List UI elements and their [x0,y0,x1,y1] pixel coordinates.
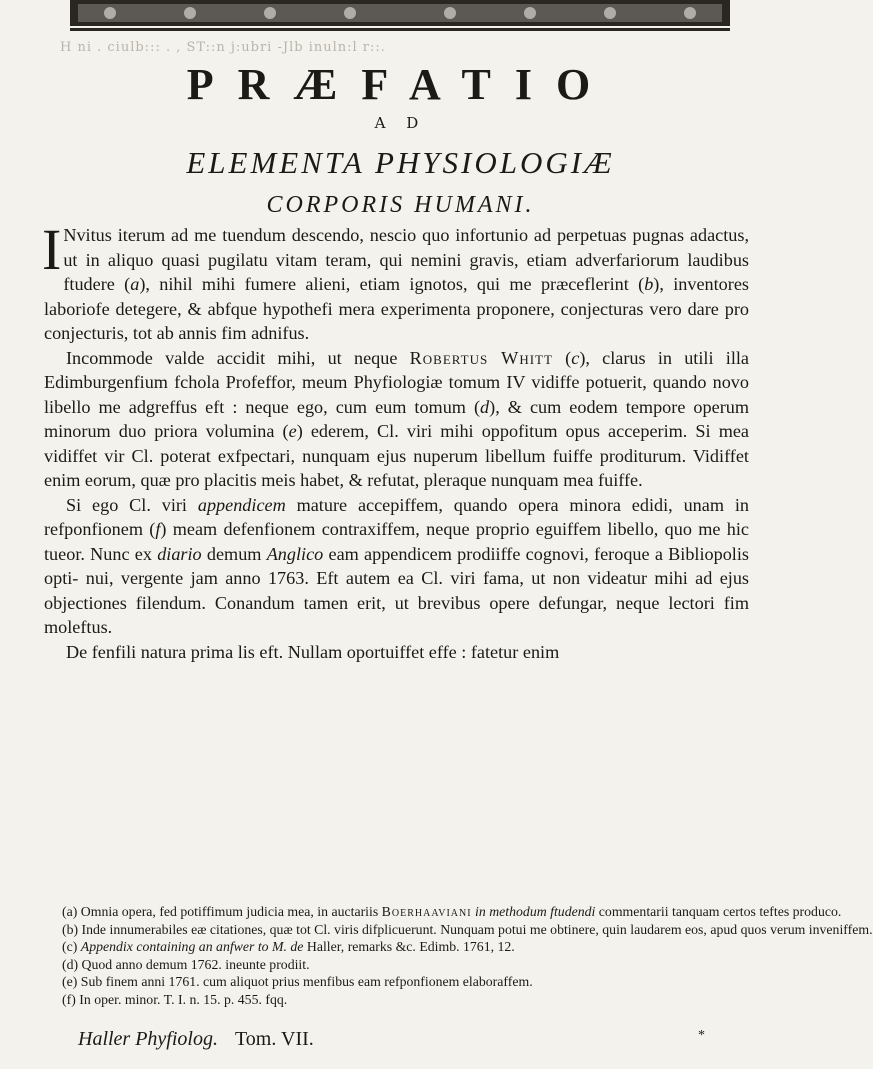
italic-term: Anglico [266,543,324,564]
footnote [44,921,873,939]
footnote-label: (c) [62,939,78,955]
footnote [44,991,764,1009]
text-run: ) meam defenfionem contraxiffem, neque proprio eguiffem libello, quo me hic tueor. Nunc ex [44,519,749,564]
footnote-text: commentarii tanquam certos teftes produco. [595,904,842,919]
paragraph-3 [44,493,749,640]
footnote-ref: d [480,396,490,417]
text-run: demum [201,543,267,564]
footnote-label: (b) [62,921,79,937]
footnote-text: Quod anno demum 1762. ineunte prodiit. [78,956,310,972]
header-ornament [70,0,730,34]
footnote-text: Inde innumerabiles eæ citationes, quæ tot Cl. viris difplicuerunt. Nunquam potui me obtinere, quin laudarem eos, apud quos verum inveniffem. [78,921,873,937]
paragraph-4: De fenfili natura prima lis eft. Nullam oportuiffet effe : fatetur enim [66,641,560,662]
footnote-text: Boerhaaviani [381,904,472,919]
page-footer [78,1028,758,1058]
text-run: ), inventores laboriofe detegere, & abfque hypothefi mera experimenta proponere, conjecturas vero dare pro conjecturis, tot ab annis fim adnifus. [44,274,749,343]
italic-term: diario [157,543,202,564]
signature-mark: * [698,1028,705,1043]
footnote-text: Sub finem anni 1761. cum aliquot prius menfibus eam refponfionem elaboraffem. [77,974,533,990]
text-run: Incommode valde accidit mihi, ut neque [66,347,410,368]
paragraph-1 [42,217,749,346]
footnote [44,938,764,956]
footnote [44,973,764,991]
footnote-label: (a) [62,904,78,919]
text-run: eam appendicem prodiiffe cognovi, feroque a Bibliopolis opti- nui, vergente jam anno 1763. Eft autem ea Cl. viri fama, ut non videatur mihi ad ejus objectiones filendum. Conandum tamen erit, ut brevibus opere defungar, neque lectori fim moleftus. [44,543,749,637]
tome-number: Tom. VII. [234,1028,314,1050]
footnote-ref: e [288,421,297,441]
footnote [44,903,842,921]
section-subtitle: A D [374,114,427,132]
footnote-text: Appendix containing an anfwer to M. de [80,939,304,955]
text-run: Nvitus iterum ad me tuendum descendo, nescio quo infortunio ad perpetuas pugnas adactus, ut in aliquo quasi pugilatu vitam teram, qui nemini gravis, etiam adverfariorum laudibus ftudere ( [63,225,749,294]
footnote-text: Haller, remarks &c. Edimb. 1761, 12. [303,939,515,955]
work-title: ELEMENTA PHYSIOLOGIÆ [186,145,615,180]
footnotes [44,903,873,1009]
text-run: ( [552,347,572,368]
footnote-ref: a [130,274,140,294]
footnote-ref: f [155,519,161,539]
footnote-label: (e) [62,974,78,990]
author-name: Robertus Whitt [409,347,553,368]
footnote-label: (d) [62,956,79,972]
text-run: Si ego Cl. viri [66,494,198,515]
footnote [44,956,764,974]
main-text [42,217,750,664]
paragraph-2 [44,346,749,493]
footnote-text: In oper. minor. T. I. n. 15. p. 455. fqq. [75,991,288,1007]
text-run: ) ederem, Cl. viri mihi oppofitum opus acceperim. Si mea vidiffet vir Cl. poterat exfpectari, nunquam ejus nuperum libellum fuiffe proditurum. Vidiffet enim eorum, quæ pro placitis meis habet, & refutat, pleraque nunquam mea fuiffe. [44,421,750,490]
italic-term: appendicem [197,494,286,515]
footnote-label: (f) [62,991,76,1007]
footnote-ref: c [571,347,580,368]
text-run: ), clarus in utili illa Edimburgenfium fchola Profeffor, meum Phyfiologiæ tomum IV vidiffe potuerit, quando novo libello me adgreffus eft : neque ego, cum eum tomum ( [44,347,749,417]
running-book-title: Haller Phyfiolog. [78,1028,218,1050]
text-run: mature accepiffem, quando opera minora edidi, unam in refponfionem ( [44,494,749,539]
footnote-text: Omnia opera, fed potiffimum judicia mea, in auctariis [77,904,382,919]
work-subtitle: CORPORIS HUMANI. [266,192,535,218]
text-run: ), nihil mihi fumere alieni, etiam ignotos, qui me præceflerint ( [139,274,645,294]
section-title: PRÆFATIO [186,60,615,109]
footnote-text: in methodum ftudendi [475,904,596,919]
footnote-ref: b [644,274,654,294]
drop-cap: I [42,217,62,282]
faint-bleed-through-line: H ni . ciulb::: . , ST::n j:ubri -Jlb inuln:l r::. [60,40,386,55]
text-run: ), & cum eodem tempore operum minorum duo priora volumina ( [44,396,749,441]
